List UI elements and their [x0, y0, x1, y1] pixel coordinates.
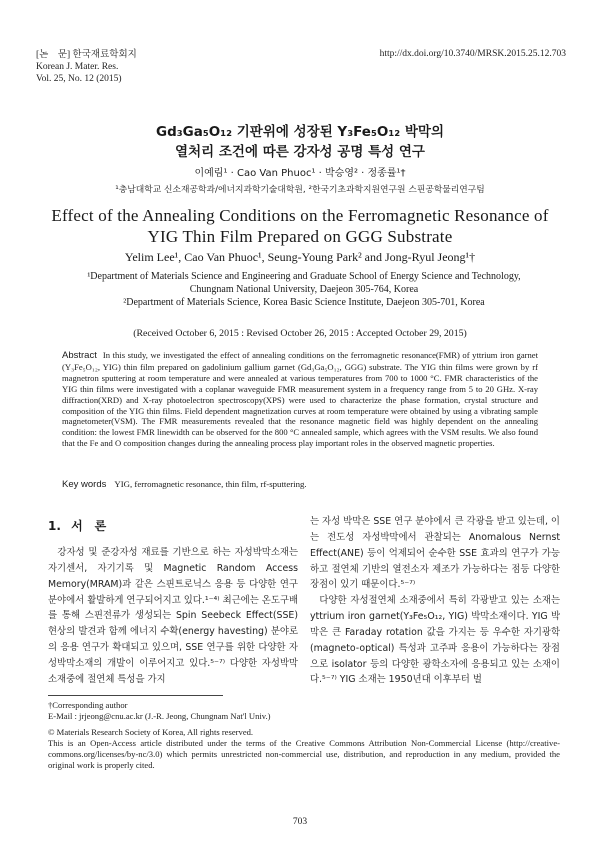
- keywords-text: YIG, ferromagnetic resonance, thin film, rf-sputtering.: [114, 479, 307, 489]
- copyright-note: [48, 727, 560, 771]
- abstract: [62, 350, 538, 449]
- left-paragraph-1: 강자성 및 준강자성 재료를 기반으로 하는 자성박막소재는 자기센서, 자기기록 및 Magnetic Random Access Memory(MRAM)과 같은 스핀트로닉스 응용 등 다양한 연구분야에서 활발하게 연구되어지고 있다.¹⁻⁴⁾ 최근에는 온도구배를 통해 스핀전류가 생성되는 Spin Seebeck Effect(SSE) 현상의 발견과 함께 에너지 수확(energy havesting) 분야로의 응용 연구가 확대되고 있으며, SSE 연구를 위한 다양한 자성박막소재의 개발이 이루어지고 있다.⁵⁻⁷⁾ 다양한 자성박막 소재중에 절연체 특성을 가지: [48, 547, 298, 685]
- license-text: This is an Open-Access article distributed under the terms of the Creative Commons Attribution Non-Commercial License (http://creative-commons.org/licenses/by-nc/3.0) which permits unrestricted non-commercial use, distribution, and reproduction in any medium, provided the original work is properly cited.: [48, 738, 560, 770]
- journal-name-en: Korean J. Mater. Res.: [36, 62, 119, 72]
- section-heading-introduction: 1. 서 론: [48, 519, 107, 533]
- english-title: [0, 205, 600, 247]
- doi-link[interactable]: http://dx.doi.org/10.3740/MRSK.2015.25.12.703: [379, 49, 566, 59]
- corresponding-author-note: [48, 700, 560, 722]
- abstract-label: Abstract: [62, 350, 97, 361]
- page-number: 703: [292, 817, 308, 827]
- copyright-line: © Materials Research Society of Korea, All rights reserved.: [48, 727, 254, 737]
- journal-name-ko: [논 문] 한국재료학회지: [36, 50, 137, 60]
- journal-header: [36, 49, 137, 85]
- korean-title: [0, 122, 600, 162]
- affiliation-line1: ¹Department of Materials Science and Engineering and Graduate School of Energy Science and Technology,: [87, 271, 521, 282]
- received-dates: (Received October 6, 2015 : Revised October 26, 2015 : Accepted October 29, 2015): [133, 328, 467, 339]
- corresponding-email[interactable]: E-Mail : jrjeong@cnu.ac.kr (J.-R. Jeong, Chungnam Nat'l Univ.): [48, 711, 271, 721]
- corresponding-label: †Corresponding author: [48, 700, 128, 710]
- korean-affiliations: ¹충남대학교 신소재공학과/에너지과학기술대학원, ²한국기초과학지원연구원 스핀공학물리연구팀: [115, 185, 485, 195]
- english-authors: Yelim Lee¹, Cao Van Phuoc¹, Seung-Young Park² and Jong-Ryul Jeong¹†: [124, 250, 476, 264]
- korean-authors: 이예림¹ · Cao Van Phuoc¹ · 박승영² · 정종률¹†: [194, 168, 406, 179]
- affiliation-line3: ²Department of Materials Science, Korea Basic Science Institute, Daejeon 305-701, Korea: [123, 297, 485, 308]
- keywords-label: Key words: [62, 479, 107, 490]
- korean-title-line2: 열처리 조건에 따른 강자성 공명 특성 연구: [175, 144, 425, 160]
- body-column-left: [48, 545, 298, 688]
- english-affiliations: [64, 270, 544, 309]
- keywords: [62, 479, 538, 490]
- affiliation-line2: Chungnam National University, Daejeon 305-764, Korea: [189, 284, 419, 295]
- right-paragraph-1: 는 자성 박막은 SSE 연구 분야에서 큰 각광을 받고 있는데, 이는 전도성 자성박막에서 관찰되는 Anomalous Nernst Effect(ANE) 등이 억제되어 순수한 SSE 효과의 연구가 가능하고 절연체 기반의 열전소자 제조가 가능하다는 점등 다양한 장점이 있기 때문이다.⁵⁻⁷⁾: [310, 516, 560, 591]
- english-title-line1: Effect of the Annealing Conditions on the Ferromagnetic Resonance of: [51, 206, 549, 225]
- abstract-text: In this study, we investigated the effect of annealing conditions on the ferromagnetic resonance(FMR) of yttrium iron garnet (Y₃Fe₅O₁₂, YIG) thin film prepared on gadolinium gallium garnet (Gd₃Ga₅O₁₂, GGG) substrate. The YIG thin films were grown by rf magnetron sputtering at room temperature and were annealed at various temperatures from 700 to 1000 °C. FMR characteristics of the YIG thin films were investigated with a coplanar waveguide FMR measurement system in a frequency range from 5 to 20 GHz. X-ray diffraction(XRD) and X-ray photoelectron spectroscopy(XPS) were used to characterize the phase formation, crystal structure and composition of the YIG thin films. Field dependent magnetization curves at room temperature were obtained by using a vibrating sample magnetometer(VSM). The FMR measurements revealed that the resonance magnetic field was highly dependent on the annealing condition: the lowest FMR linewidth can be observed for the 800 °C annealed sample, which agrees with the VSM results. We also found that the Fe and O composition changes during the annealing process play important roles in the observed magnetic properties.: [62, 350, 538, 449]
- english-title-line2: YIG Thin Film Prepared on GGG Substrate: [147, 227, 453, 246]
- right-paragraph-2: 다양한 자성절연체 소재중에서 특히 각광받고 있는 소재는 yttrium iron garnet(Y₃Fe₅O₁₂, YIG) 박막소재이다. YIG 박막은 큰 Faraday rotation 값을 가지는 등 우수한 자기광학(magneto-optical) 특성과 고주파 응용이 가능하다는 장점으로 isolator 등의 다양한 광학소자에 응용되고 있는 소재이다.⁵⁻⁷⁾ YIG 소재는 1950년대 이후부터 벌: [310, 595, 560, 686]
- body-column-right: [310, 514, 560, 688]
- korean-title-line1: Gd₃Ga₅O₁₂ 기판위에 성장된 Y₃Fe₅O₁₂ 박막의: [155, 124, 444, 140]
- footnote-divider: [48, 695, 223, 696]
- journal-volume: Vol. 25, No. 12 (2015): [36, 74, 122, 84]
